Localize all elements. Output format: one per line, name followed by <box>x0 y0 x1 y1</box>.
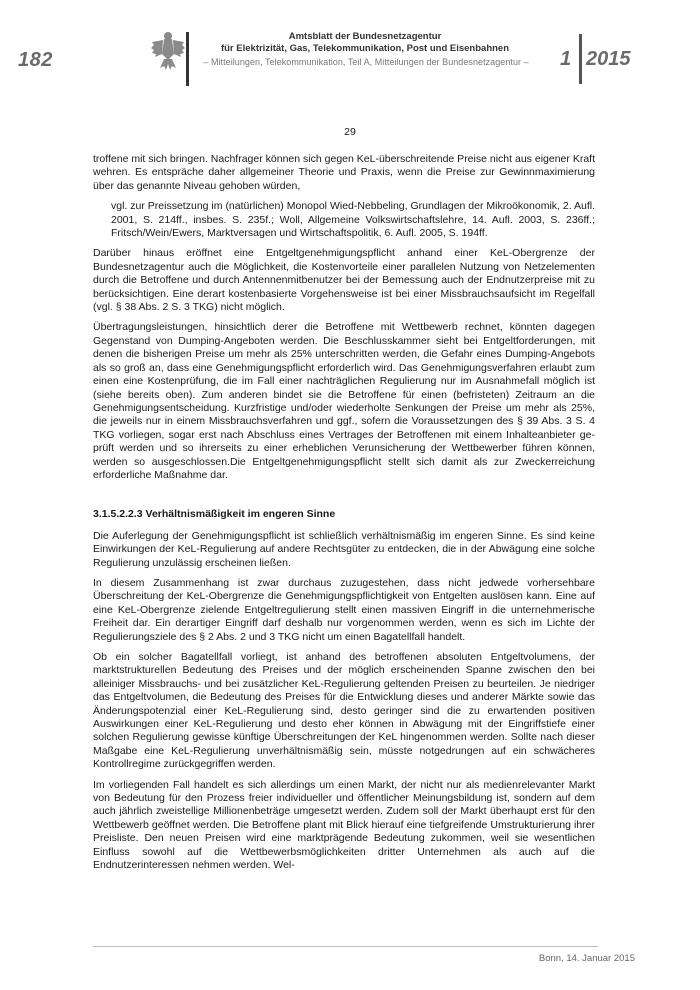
page-number: 182 <box>18 49 53 71</box>
footer-date: Bonn, 14. Januar 2015 <box>538 953 635 964</box>
paragraph: troffene mit sich bringen. Nachfrager können sich gegen KeL-überschreitende Preise nicht aus eigener Kraft wehren. Es entspräche daher allgemeiner Theorie und Praxis, wenn die Preise zur Gewinnmaximierung über das genannte Niveau gehoben würden, <box>93 153 595 192</box>
header-divider <box>186 32 189 86</box>
paragraph: Im vorliegenden Fall handelt es sich allerdings um einen Markt, der nicht nur als medienrelevanter Markt von Bedeutung für den Prozess freier individueller und öffentlicher Meinungsbildung ist, sondern auf dem auch jährlich zweistellige Millionenbeträge umgesetzt werden. Zudem soll der Markt überhaupt erst für den Wettbewerb geöffnet werden. Die Betroffene plant mit Blick hierauf eine tiefgreifende Umstrukturierung ihrer Preisliste. Den neuen Preisen wird eine marktprägende Bedeutung zukommen, weil sie wesentlichen Einfluss sowohl auf die Wettbewerbsmöglichkeiten dritter Unternehmen als auch auf die Endnutzerinteressen nehmen werden. Wel- <box>93 778 595 872</box>
issue-number: 1 <box>560 48 572 70</box>
paragraph: Darüber hinaus eröffnet eine Entgeltgenehmigungspflicht anhand einer KeL-Obergrenze der Bundesnetzagentur auch die Möglichkeit, die Kostenvorteile einer parallelen Nutzung von Netzelementen durch die Betroffene und durch Antennenmitbenutzer bei der Bemessung auch der Endnutzerpreise mit zu berücksichtigen. Eine derart kostenbasierte Vorgehensweise ist bei einer Missbrauchsaufsicht im Regelfall (vgl. § 38 Abs. 2 S. 3 TKG) nicht möglich. <box>93 247 595 314</box>
document-page-label: 29 <box>344 126 356 138</box>
publication-title <box>200 31 530 55</box>
publication-title-line1: Amtsblatt der Bundesnetzagentur <box>288 31 442 42</box>
paragraph: Übertragungsleistungen, hinsichtlich derer die Betroffene mit Wettbewerb rechnet, könnten dagegen Gegenstand von Dumping-Angeboten werden. Die Beschlusskammer sieht bei Entgeltforderungen, mit denen die bisherigen Preise um mehr als 25% unterschritten werden, die Gefahr eines Dumping-Angebots als so groß an, dass eine Genehmigungspflicht erforderlich wird. Das Genehmigungsverfahren erlaubt zum einen eine Kostenprüfung, die im Fall einer nachträglichen Regulierung nur im Ausnahmefall möglich ist (siehe bereits oben). Zum anderen bindet sie die Betroffene für einen (befristeten) Zeitraum an die Genehmigungsentscheidung. Kurzfristige und/oder wiederholte Senkungen der Preise um mehr als 25%, die jeweils nur in einem Missbrauchsverfahren und ggf., sofern die Voraussetzungen des § 39 Abs. 3 S. 4 TKG vorliegen, sogar erst nach Abschluss eines Vertrages der Betroffenen mit einem Inhalteanbieter geprüft werden und so ihrerseits zu einer erheblichen Verunsicherung der Wettbewerber führen können, werden so ausgeschlossen.Die Entgeltgenehmigungspflicht stellt sich damit als zur Zweckerreichung erforderliche Maßnahme dar. <box>93 321 595 481</box>
paragraph: In diesem Zusammenhang ist zwar durchaus zuzugestehen, dass nicht jedwede vorhersehbare Überschreitung der KeL-Obergrenze die Genehmigungspflichtigkeit von Entgelten auslösen kann. Eine auf eine KeL-Obergrenze zielende Entgeltregulierung stellt einen massiven Eingriff in die unternehmerische Freiheit dar. Ein derartiger Eingriff darf deshalb nur vorgenommen werden, wenn es sich im Lichte der Regulierungsziele des § 2 Abs. 2 und 3 TKG nicht um einen Bagatellfall handelt. <box>93 576 595 643</box>
issue-divider <box>579 34 582 84</box>
document-body <box>93 153 595 880</box>
publication-subtitle: – Mitteilungen, Telekommunikation, Teil A, Mitteilungen der Bundesnetzagentur – <box>203 57 529 67</box>
paragraph: Ob ein solcher Bagatellfall vorliegt, ist anhand des betroffenen absoluten Entgeltvolumens, der marktstrukturellen Bedeutung des Preises und der möglich erscheinenden Spanne zwischen den bei alleiniger Missbrauchs- und bei zusätzlicher KeL-Regulierung geltenden Preisen zu beurteilen. Je niedriger das Entgeltvolumen, die Bedeutung des Preises für die Entwicklung dieses und anderer Märkte sowie das Änderungspotenzial einer KeL-Regulierung sind, desto geringer sind die zu erwartenden positiven Auswirkungen einer KeL-Regulierung und desto eher können in Abwägung mit der Eingriffstiefe einer solchen Regulierung gewisse künftige Überschreitungen der KeL hingenommen werden. Sollte nach dieser Maßgabe eine KeL-Regulierung unverhältnismäßig sein, müsste notgedrungen auf ein schwächeres Kontrollregime zurückgegriffen werden. <box>93 651 595 771</box>
citation-paragraph: vgl. zur Preissetzung im (natürlichen) Monopol Wied-Nebbeling, Grundlagen der Mikroökonomik, 2. Aufl. 2001, S. 214ff., insbes. S. 235f.; Woll, Allgemeine Volkswirtschaftslehre, 14. Aufl. 2003, S. 236ff.; Fritsch/Wein/Ewers, Marktversagen und Wirtschaftspolitik, 6. Aufl. 2005, S. 194ff. <box>111 200 595 240</box>
section-heading: 3.1.5.2.2.3 Verhältnismäßigkeit im engeren Sinne <box>93 508 336 521</box>
issue-year: 2015 <box>586 48 631 70</box>
footer-divider <box>93 946 598 947</box>
paragraph: Die Auferlegung der Genehmigungspflicht ist schließlich verhältnismäßig im engeren Sinne. Es sind keine Einwirkungen der KeL-Regulierung auf andere Rechtsgüter zu entdecken, die in der Abwägung eine solche Regulierung unzulässig erscheinen ließen. <box>93 529 595 569</box>
publication-title-line2: für Elektrizität, Gas, Telekommunikation, Post und Eisenbahnen <box>220 43 510 54</box>
federal-eagle-icon <box>150 30 186 72</box>
